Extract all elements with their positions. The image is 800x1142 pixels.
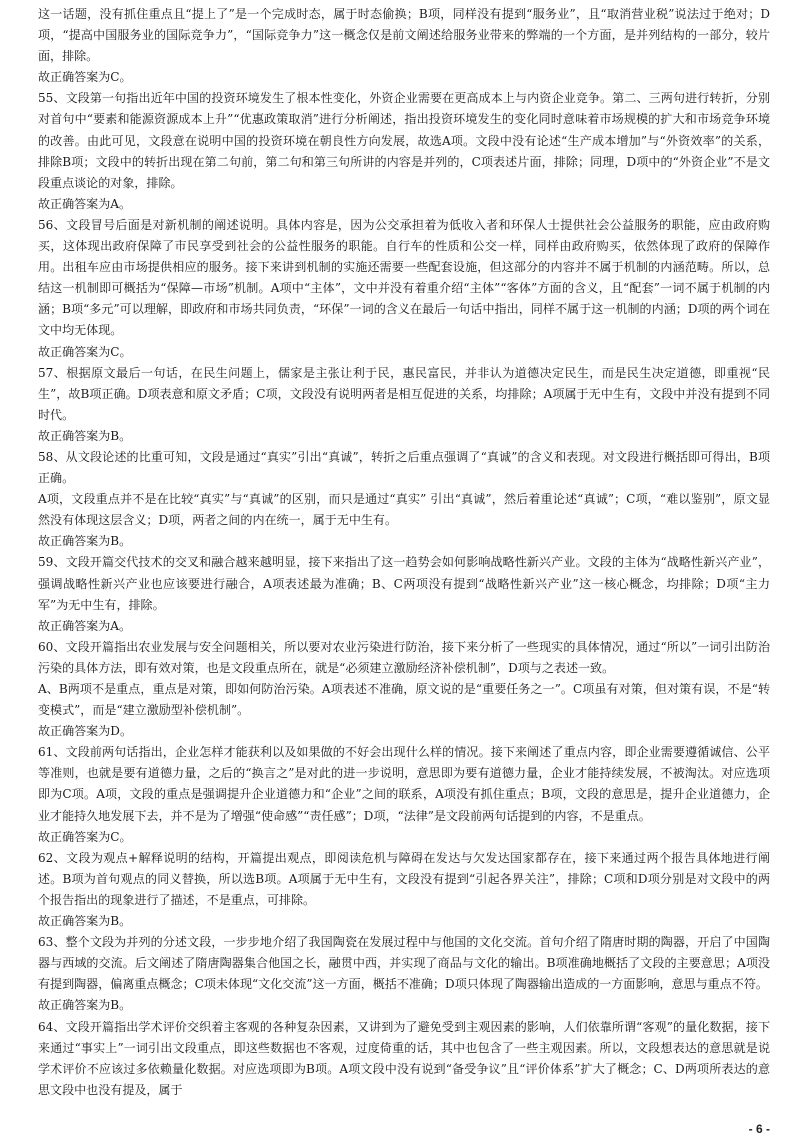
explanation-paragraph: 55、文段第一句指出近年中国的投资环境发生了根本性变化，外资企业需要在更高成本上与内资企业竞争。第二、三两句进行转折，分别对首句中“要素和能源资源成本上升”“优惠政策取消”进行分析阐述，指出投资环境发生的变化同时意味着市场规模的扩大和市场竞争环境的改善。由此可见，文段意在说明中国的投资环境在朝良性方向发展，故选A项。文段中没有论述“生产成本增加”与“外资效率”的关系，排除B项；文段中的转折出现在第二句前，第二句和第三句所讲的内容是并列的，C项表述片面，排除；同理，D项中的“外资企业”不是文段重点谈论的对象，排除。: [38, 91, 770, 190]
answer-line: 故正确答案为C。: [38, 70, 132, 85]
explanation-paragraph: A、B两项不是重点，重点是对策，即如何防治污染。A项表述不准确，原文说的是“重要任务之一”。C项虽有对策，但对策有误，不是“转变模式”，而是“建立激励型补偿机制”。: [38, 682, 770, 718]
answer-line: 故正确答案为C。: [38, 344, 132, 359]
explanation-paragraph: 56、文段冒号后面是对新机制的阐述说明。具体内容是，因为公交承担着为低收入者和环保人士提供社会公益服务的职能，应由政府购买，这体现出政府保障了市民享受到社会的公益性服务的职能。自行车的性质和公交一样，同样由政府购买，依然体现了政府的保障作用。出租车应由市场提供相应的服务。接下来讲到机制的实施还需要一些配套设施，但这部分的内容并不属于机制的内涵范畴。所以，总结这一机制即可概括为“保障—市场”机制。A项中“主体”，文中并没有着重介绍“主体”“客体”方面的含义，且“配套”一词不属于机制的内涵；B项“多元”可以理解，即政府和市场共同负责，“环保”一词的含义在最后一句话中指出，同样不属于这一机制的内涵；D项的两个词在文中均无体现。: [38, 217, 770, 338]
answer-line: 故正确答案为B。: [38, 534, 132, 549]
explanation-paragraph: 58、从文段论述的比重可知，文段是通过“真实”引出“真诚”，转折之后重点强调了“真诚”的含义和表现。对文段进行概括即可得出，B项正确。: [38, 449, 770, 486]
answer-line: 故正确答案为B。: [38, 914, 132, 929]
explanation-paragraph: 63、整个文段为并列的分述文段，一步步地介绍了我国陶瓷在发展过程中与他国的文化交流。首句介绍了隋唐时期的陶器，开启了中国陶器与西域的交流。后文阐述了隋唐陶器集合他国之长，融贯中西，并实现了商品与文化的输出。B项准确地概括了文段的主要意思；A项没有提到陶器，偏离重点概念；C项未体现“文化交流”这一方面，概括不准确；D项只体现了陶器输出造成的一方面影响，意思与重点不符。: [38, 935, 770, 992]
explanation-paragraph: 60、文段开篇指出农业发展与安全问题相关，所以要对农业污染进行防治，接下来分析了一些现实的具体情况，通过“所以”一词引出防治污染的具体方法，即有效对策，也是文段重点所在，就是“必须建立激励经济补偿机制”，D项与之表述一致。: [38, 639, 770, 675]
answer-line: 故正确答案为A。: [38, 196, 132, 211]
explanation-paragraph: 64、文段开篇指出学术评价交织着主客观的各种复杂因素，又讲到为了避免受到主观因素的影响，人们依靠所谓“客观”的量化数据，接下来通过“事实上”一词引出文段重点，即这些数据也不客观，过度倚重的话，其中也包含了一些主观因素。所以，文段想表达的意思就是说学术评价不应该过多依赖量化数据。对应选项即为B项。A项文段中没有说到“备受争议”且“评价体系”扩大了概念；C、D两项所表达的意思文段中也没有提及，属于: [38, 1019, 770, 1097]
answer-line: 故正确答案为C。: [38, 829, 132, 844]
explanation-paragraph: 62、文段为观点+解释说明的结构，开篇提出观点，即阅读危机与障碍在发达与欠发达国家都存在，接下来通过两个报告具体地进行阐述。B项为首句观点的同义替换，所以选B项。A项属于无中生有，文段没有提到“引起各界关注”，排除；C项和D项分别是对文段中的两个报告指出的现象进行了描述，不是重点，可排除。: [38, 850, 770, 907]
explanation-paragraph: 59、文段开篇交代技术的交叉和融合越来越明显，接下来指出了这一趋势会如何影响战略性新兴产业。文段的主体为“战略性新兴产业”，强调战略性新兴产业也应该要进行融合，A项表述最为准确；B、C两项没有提到“战略性新兴产业”这一核心概念，均排除；D项“主力军”为无中生有，排除。: [38, 555, 770, 612]
answer-line: 故正确答案为D。: [38, 724, 132, 739]
answer-line: 故正确答案为B。: [38, 428, 132, 443]
page-number: - 6 -: [748, 1122, 770, 1136]
document-page: [38, 4, 770, 1101]
explanation-paragraph: 这一话题，没有抓住重点且“提上了”是一个完成时态，属于时态偷换；B项，同样没有提到“服务业”，且“取消营业税”说法过于绝对；D项，“提高中国服务业的国际竞争力”，“国际竞争力”这一概念仅是前文阐述给服务业带来的弊端的一个方面，是并列结构的一部分，较片面，排除。: [38, 7, 770, 64]
answer-line: 故正确答案为A。: [38, 618, 132, 633]
explanation-paragraph: 61、文段前两句话指出，企业怎样才能获利以及如果做的不好会出现什么样的情况。接下来阐述了重点内容，即企业需要遵循诚信、公平等准则，也就是要有道德力量，之后的“换言之”是对此的进一步说明，意思即为要有道德力量，企业才能持续发展，不被淘汰。对应选项即为C项。A项，文段的重点是强调提升企业道德力和“企业”之间的联系，A项没有抓住重点；B项，文段的意思是，提升企业道德力，企业才能持久地发展下去，并不是为了增强“使命感”“责任感”；D项，“法律”是文段前两句话提到的内容，不是重点。: [38, 745, 770, 823]
explanation-paragraph: A项，文段重点并不是在比较“真实”与“真诚”的区别，而只是通过“真实” 引出“真诚”，然后着重论述“真诚”；C项，“难以鉴别”，原文显然没有体现这层含义；D项，两者之间的内在统一，属于无中生有。: [38, 492, 770, 528]
answer-line: 故正确答案为B。: [38, 998, 132, 1013]
explanation-paragraph: 57、根据原文最后一句话，在民生问题上，儒家是主张让利于民，惠民富民，并非认为道德决定民生，而是民生决定道德，即重视“民生”，故B项正确。D项表意和原文矛盾；C项，文段没有说明两者是相互促进的关系，均排除；A项属于无中生有，文段中并没有提到不同时代。: [38, 365, 770, 422]
